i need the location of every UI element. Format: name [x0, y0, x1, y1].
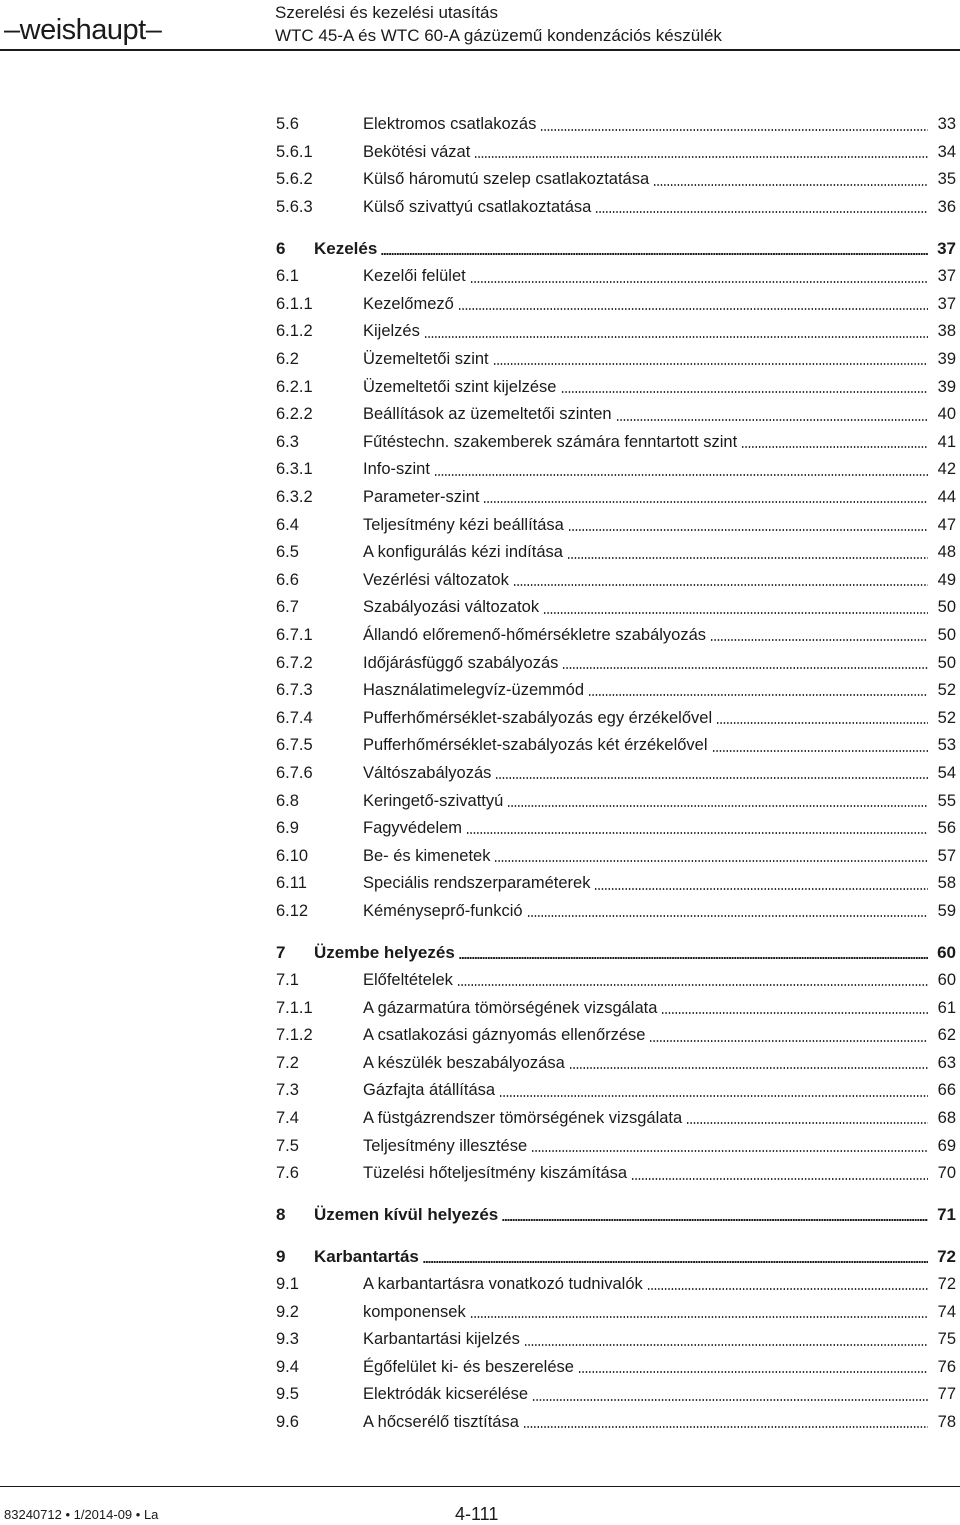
toc-entry[interactable] [276, 1105, 956, 1133]
toc-entry-title: Elektromos csatlakozás [363, 115, 537, 134]
toc-entry[interactable] [276, 139, 956, 167]
toc-dot-leader [459, 955, 928, 961]
toc-entry-title: Használatimelegvíz-üzemmód [363, 681, 585, 700]
toc-entry-title: Pufferhőmérséklet-szabályozás két érzékelővel [363, 736, 708, 755]
toc-chapter-7 [276, 939, 956, 967]
toc-dot-leader [567, 555, 928, 561]
toc-entry-page: 49 [937, 570, 956, 589]
toc-dot-leader [595, 209, 928, 215]
toc-entry[interactable] [276, 318, 956, 346]
toc-entry-title: Üzemen kívül helyezés [314, 1205, 499, 1225]
toc-entry[interactable] [276, 898, 956, 926]
toc-dot-leader [499, 1093, 928, 1099]
toc-entry[interactable] [276, 787, 956, 815]
toc-dot-leader [649, 1038, 928, 1044]
toc-entry-title: Égőfelület ki- és beszerelése [363, 1357, 574, 1376]
toc-dot-leader [594, 886, 928, 892]
toc-entry-number: 7.1.2 [276, 1026, 313, 1045]
toc-entry[interactable] [276, 484, 956, 512]
toc-entry-number: 5.6.3 [276, 198, 313, 217]
document-title [275, 1, 722, 47]
toc-entry-page: 63 [937, 1053, 956, 1072]
toc-entry[interactable] [276, 1160, 956, 1188]
toc-dot-leader [647, 1286, 928, 1292]
page-header [0, 0, 960, 60]
toc-entry-page: 37 [937, 239, 956, 259]
toc-entry-title: A gázarmatúra tömörségének vizsgálata [363, 998, 658, 1017]
toc-dot-leader [466, 830, 928, 836]
toc-entry-number: 7.3 [276, 1081, 299, 1100]
toc-entry[interactable] [276, 594, 956, 622]
toc-entry-page: 47 [937, 515, 956, 534]
toc-entry[interactable] [276, 291, 956, 319]
toc-entry-number: 9.1 [276, 1275, 299, 1294]
toc-entry-title: Kezelés [314, 239, 378, 259]
toc-entry[interactable] [276, 1326, 956, 1354]
toc-dot-leader [661, 1010, 928, 1016]
toc-dot-leader [470, 1314, 928, 1320]
toc-dot-leader [741, 444, 928, 450]
toc-entry-number: 6.1.2 [276, 322, 313, 341]
toc-dot-leader [653, 182, 928, 188]
toc-entry-title: Vezérlési változatok [363, 570, 509, 589]
toc-dot-leader [568, 527, 928, 533]
toc-dot-leader [712, 748, 928, 754]
toc-entry[interactable] [276, 870, 956, 898]
footer-divider [0, 1486, 960, 1487]
toc-dot-leader [434, 472, 928, 478]
toc-entry-number: 7.2 [276, 1053, 299, 1072]
toc-entry-title: Üzembe helyezés [314, 943, 455, 963]
toc-entry-title: Elektródák kicserélése [363, 1385, 529, 1404]
toc-section-5-6 [276, 111, 956, 221]
toc-entry[interactable] [276, 166, 956, 194]
toc-dot-leader [483, 499, 928, 505]
toc-dot-leader [474, 154, 928, 160]
toc-entry-number: 6.1.1 [276, 294, 313, 313]
toc-entry[interactable] [276, 677, 956, 705]
toc-entry-page: 37 [937, 294, 956, 313]
toc-entry-page: 74 [937, 1302, 956, 1321]
toc-entry-number: 8 [276, 1205, 286, 1225]
toc-chapter-entry[interactable] [276, 235, 956, 263]
toc-entry-number: 6.7.1 [276, 625, 313, 644]
toc-entry-page: 39 [937, 350, 956, 369]
toc-entry-page: 33 [937, 115, 956, 134]
toc-entry-number: 6.7.6 [276, 763, 313, 782]
toc-entry-number: 6.7.4 [276, 708, 313, 727]
page-number: 4-111 [455, 1504, 499, 1524]
toc-entry-title: Fagyvédelem [363, 819, 463, 838]
toc-entry-title: Külső szivattyú csatlakoztatása [363, 198, 592, 217]
toc-entry[interactable] [276, 1298, 956, 1326]
toc-section-6 [276, 263, 956, 925]
toc-entry-number: 5.6.2 [276, 170, 313, 189]
toc-chapter-entry[interactable] [276, 1202, 956, 1230]
toc-entry-number: 7 [276, 943, 286, 963]
toc-dot-leader [458, 306, 928, 312]
toc-entry-title: A füstgázrendszer tömörségének vizsgálata [363, 1109, 683, 1128]
toc-entry-page: 52 [937, 708, 956, 727]
toc-entry-number: 6.7.2 [276, 653, 313, 672]
toc-dot-leader [588, 692, 928, 698]
toc-dot-leader [616, 417, 928, 423]
toc-entry-page: 35 [937, 170, 956, 189]
brand-logo: –weishaupt– [4, 14, 162, 46]
toc-entry-title: Parameter-szint [363, 488, 480, 507]
toc-entry[interactable] [276, 1271, 956, 1299]
toc-entry-page: 57 [937, 846, 956, 865]
toc-dot-leader [543, 610, 928, 616]
toc-entry-title: Kezelőmező [363, 294, 454, 313]
toc-entry[interactable] [276, 760, 956, 788]
toc-entry-page: 55 [937, 791, 956, 810]
toc-entry[interactable] [276, 1132, 956, 1160]
table-of-contents [276, 111, 956, 1436]
toc-entry-title: Teljesítmény kézi beállítása [363, 515, 564, 534]
toc-entry-title: Váltószabályozás [363, 763, 492, 782]
toc-dot-leader [569, 1065, 928, 1071]
toc-dot-leader [710, 637, 928, 643]
toc-dot-leader [457, 982, 928, 988]
toc-entry-page: 52 [937, 681, 956, 700]
toc-entry-page: 58 [937, 874, 956, 893]
toc-entry-page: 53 [937, 736, 956, 755]
toc-entry-page: 77 [937, 1385, 956, 1404]
toc-dot-leader [507, 803, 928, 809]
toc-entry[interactable] [276, 456, 956, 484]
header-divider [0, 49, 960, 51]
toc-entry[interactable] [276, 815, 956, 843]
toc-dot-leader [502, 1217, 928, 1223]
toc-entry-title: Bekötési vázat [363, 142, 471, 161]
toc-entry-page: 60 [937, 943, 956, 963]
toc-entry-title: Kijelzés [363, 322, 420, 341]
toc-entry-page: 59 [937, 901, 956, 920]
toc-section-7 [276, 967, 956, 1188]
toc-entry-number: 6.3.2 [276, 488, 313, 507]
toc-entry[interactable] [276, 994, 956, 1022]
toc-entry-number: 6.7 [276, 598, 299, 617]
toc-entry[interactable] [276, 373, 956, 401]
toc-entry-page: 34 [937, 142, 956, 161]
toc-entry[interactable] [276, 1354, 956, 1382]
toc-entry-number: 6.6 [276, 570, 299, 589]
toc-entry-title: Speciális rendszerparaméterek [363, 874, 591, 893]
toc-dot-leader [513, 582, 928, 588]
toc-entry-title: Kéményseprő-funkció [363, 901, 523, 920]
toc-entry-page: 50 [937, 598, 956, 617]
toc-entry[interactable] [276, 649, 956, 677]
toc-entry-page: 42 [937, 460, 956, 479]
toc-dot-leader [527, 913, 928, 919]
toc-entry[interactable] [276, 704, 956, 732]
toc-entry-title: Beállítások az üzemeltetői szinten [363, 405, 612, 424]
toc-entry-title: Karbantartási kijelzés [363, 1330, 520, 1349]
toc-entry-title: Kezelői felület [363, 267, 466, 286]
toc-entry-page: 61 [937, 998, 956, 1017]
toc-dot-leader [524, 1342, 928, 1348]
toc-entry[interactable] [276, 1381, 956, 1409]
toc-entry-title: Keringető-szivattyú [363, 791, 504, 810]
toc-entry-page: 39 [937, 377, 956, 396]
toc-entry-page: 44 [937, 488, 956, 507]
toc-dot-leader [532, 1397, 928, 1403]
toc-entry-title: Előfeltételek [363, 971, 453, 990]
toc-entry-number: 6.2 [276, 350, 299, 369]
toc-entry-number: 6.7.3 [276, 681, 313, 700]
toc-entry-number: 6.2.1 [276, 377, 313, 396]
toc-chapter-entry[interactable] [276, 1243, 956, 1271]
toc-entry[interactable] [276, 111, 956, 139]
toc-entry-number: 6.3.1 [276, 460, 313, 479]
toc-entry-title: Teljesítmény illesztése [363, 1136, 528, 1155]
toc-entry-number: 6.10 [276, 846, 309, 865]
toc-entry-number: 9.6 [276, 1413, 299, 1432]
toc-chapter-8 [276, 1202, 956, 1230]
toc-entry[interactable] [276, 622, 956, 650]
toc-entry-page: 71 [937, 1205, 956, 1225]
toc-entry[interactable] [276, 1022, 956, 1050]
toc-entry[interactable] [276, 401, 956, 429]
toc-dot-leader [716, 720, 928, 726]
toc-entry-page: 54 [937, 763, 956, 782]
toc-chapter-9 [276, 1243, 956, 1271]
toc-entry-title: Állandó előremenő-hőmérsékletre szabályozás [363, 625, 707, 644]
toc-entry-number: 5.6 [276, 115, 299, 134]
toc-dot-leader [494, 858, 928, 864]
toc-entry-page: 37 [937, 267, 956, 286]
toc-dot-leader [531, 1148, 928, 1154]
toc-entry-number: 9 [276, 1246, 286, 1266]
toc-entry-page: 70 [937, 1164, 956, 1183]
toc-entry[interactable] [276, 1077, 956, 1105]
toc-entry-title: A karbantartásra vonatkozó tudnivalók [363, 1275, 643, 1294]
toc-entry-title: komponensek [363, 1302, 466, 1321]
document-code: 83240712 • 1/2014-09 • La [4, 1507, 159, 1522]
toc-dot-leader [562, 665, 928, 671]
toc-entry[interactable] [276, 511, 956, 539]
toc-dot-leader [381, 251, 928, 257]
document-title-line1: Szerelési és kezelési utasítás [275, 3, 498, 22]
toc-entry-title: A csatlakozási gáznyomás ellenőrzése [363, 1026, 646, 1045]
toc-entry-page: 75 [937, 1330, 956, 1349]
toc-entry[interactable] [276, 346, 956, 374]
toc-entry-number: 9.4 [276, 1357, 299, 1376]
toc-entry[interactable] [276, 429, 956, 457]
toc-section-9 [276, 1271, 956, 1437]
toc-entry[interactable] [276, 539, 956, 567]
toc-entry-page: 76 [937, 1357, 956, 1376]
toc-entry-number: 7.6 [276, 1164, 299, 1183]
toc-entry-number: 6.12 [276, 901, 309, 920]
toc-entry-title: Gázfajta átállítása [363, 1081, 496, 1100]
toc-entry-number: 6.7.5 [276, 736, 313, 755]
toc-entry-number: 6.5 [276, 543, 299, 562]
toc-entry-number: 7.4 [276, 1109, 299, 1128]
toc-entry-title: Be- és kimenetek [363, 846, 491, 865]
toc-entry-title: Tüzelési hőteljesítmény kiszámítása [363, 1164, 628, 1183]
toc-dot-leader [470, 279, 928, 285]
toc-entry-title: Külső háromutú szelep csatlakoztatása [363, 170, 650, 189]
toc-entry[interactable] [276, 1050, 956, 1078]
toc-dot-leader [423, 1259, 928, 1265]
toc-entry-title: Szabályozási változatok [363, 598, 540, 617]
toc-dot-leader [631, 1176, 928, 1182]
toc-entry-number: 7.1.1 [276, 998, 313, 1017]
toc-entry-number: 5.6.1 [276, 142, 313, 161]
toc-chapter-entry[interactable] [276, 939, 956, 967]
toc-entry-title: Üzemeltetői szint [363, 350, 489, 369]
toc-entry[interactable] [276, 263, 956, 291]
toc-dot-leader [686, 1120, 928, 1126]
toc-entry-number: 6.4 [276, 515, 299, 534]
toc-entry-number: 6.8 [276, 791, 299, 810]
document-title-line2: WTC 45-A és WTC 60-A gázüzemű kondenzációs készülék [275, 26, 722, 45]
toc-entry[interactable] [276, 1409, 956, 1437]
toc-entry-title: A hőcserélő tisztítása [363, 1413, 519, 1432]
toc-entry-number: 6.2.2 [276, 405, 313, 424]
toc-entry-page: 41 [937, 432, 956, 451]
toc-entry-page: 78 [937, 1413, 956, 1432]
toc-entry-page: 50 [937, 653, 956, 672]
toc-entry-title: A konfigurálás kézi indítása [363, 543, 563, 562]
toc-dot-leader [493, 361, 928, 367]
toc-entry-page: 62 [937, 1026, 956, 1045]
toc-entry-page: 40 [937, 405, 956, 424]
toc-entry-page: 72 [937, 1275, 956, 1294]
toc-dot-leader [578, 1369, 928, 1375]
toc-entry-page: 50 [937, 625, 956, 644]
toc-entry-number: 6.3 [276, 432, 299, 451]
toc-entry-title: Karbantartás [314, 1246, 419, 1266]
toc-entry-title: A készülék beszabályozása [363, 1053, 565, 1072]
toc-entry[interactable] [276, 842, 956, 870]
toc-entry-number: 6.9 [276, 819, 299, 838]
toc-entry-number: 6.11 [276, 874, 307, 893]
toc-entry-page: 69 [937, 1136, 956, 1155]
toc-entry-number: 7.5 [276, 1136, 299, 1155]
toc-entry-page: 68 [937, 1109, 956, 1128]
toc-entry-page: 66 [937, 1081, 956, 1100]
toc-entry-number: 9.2 [276, 1302, 299, 1321]
toc-entry-title: Pufferhőmérséklet-szabályozás egy érzékelővel [363, 708, 713, 727]
toc-dot-leader [561, 389, 929, 395]
toc-entry[interactable] [276, 567, 956, 595]
toc-entry-page: 48 [937, 543, 956, 562]
toc-entry-page: 56 [937, 819, 956, 838]
toc-entry-number: 9.3 [276, 1330, 299, 1349]
toc-entry-page: 60 [937, 971, 956, 990]
toc-entry-page: 38 [937, 322, 956, 341]
toc-entry-page: 36 [937, 198, 956, 217]
toc-dot-leader [540, 127, 928, 133]
toc-entry-page: 72 [937, 1246, 956, 1266]
toc-entry-number: 6.1 [276, 267, 299, 286]
toc-entry[interactable] [276, 967, 956, 995]
toc-entry-title: Info-szint [363, 460, 430, 479]
toc-dot-leader [523, 1424, 928, 1430]
toc-entry[interactable] [276, 194, 956, 222]
toc-entry-number: 7.1 [276, 971, 299, 990]
toc-dot-leader [424, 334, 928, 340]
toc-chapter-6 [276, 235, 956, 263]
toc-entry-title: Üzemeltetői szint kijelzése [363, 377, 557, 396]
toc-entry-title: Fűtéstechn. szakemberek számára fenntartott szint [363, 432, 738, 451]
toc-entry-title: Időjárásfüggő szabályozás [363, 653, 559, 672]
toc-entry-number: 9.5 [276, 1385, 299, 1404]
toc-entry-number: 6 [276, 239, 286, 259]
toc-dot-leader [495, 775, 928, 781]
toc-entry[interactable] [276, 732, 956, 760]
